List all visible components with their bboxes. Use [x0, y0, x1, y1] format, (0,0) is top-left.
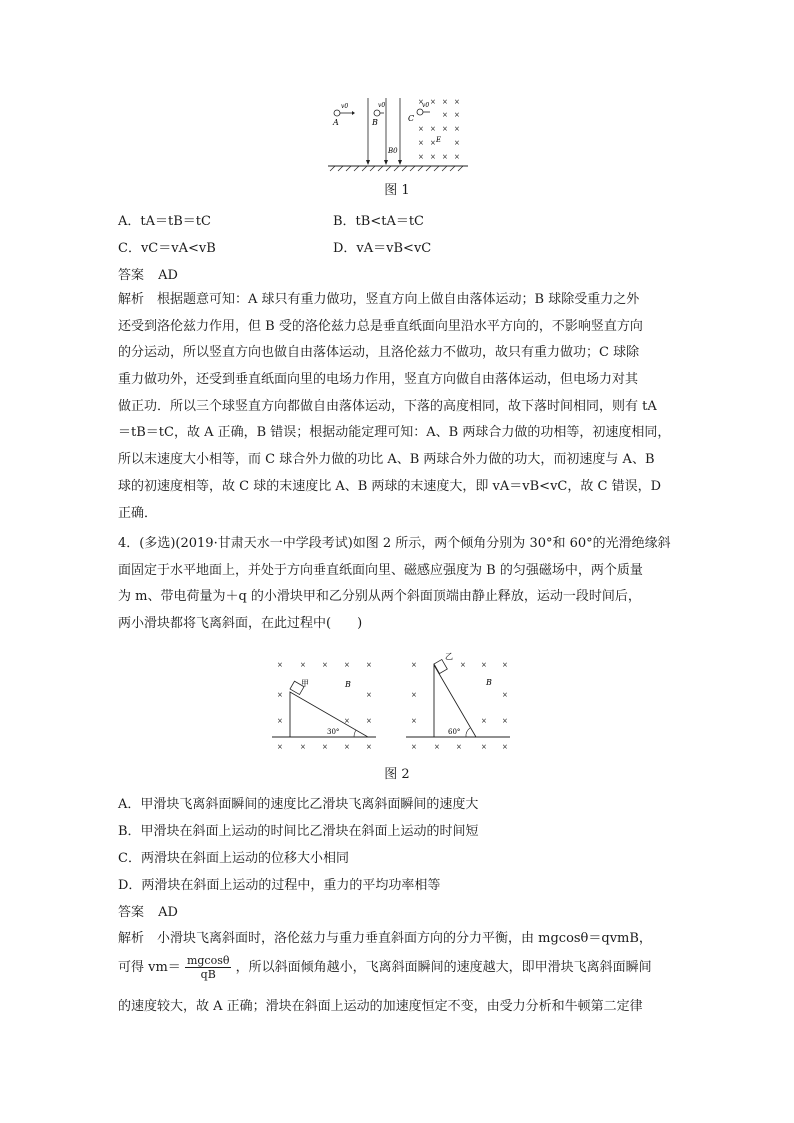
ball-c: [417, 109, 423, 115]
svg-text:×: ×: [277, 743, 283, 751]
q3-analysis-line: 解析 根据题意可知：A 球只有重力做功，竖直方向上做自由落体运动；B 球除受重力之外: [118, 292, 640, 307]
svg-text:×: ×: [411, 717, 417, 725]
svg-text:×: ×: [442, 111, 448, 119]
svg-text:×: ×: [322, 743, 328, 751]
svg-text:×: ×: [481, 717, 487, 725]
label-b: B: [372, 118, 378, 127]
svg-text:×: ×: [366, 743, 372, 751]
svg-text:×: ×: [454, 125, 460, 133]
label-yi: 乙: [445, 652, 453, 661]
figure-2-left: [272, 655, 376, 752]
svg-text:×: ×: [454, 153, 460, 161]
label-e: E: [436, 136, 442, 144]
figure-1: [322, 90, 474, 175]
fraction-numerator: mgcosθ: [186, 954, 230, 967]
q3-analysis-line: 做正功．所以三个球竖直方向都做自由落体运动，下落的高度相同，故下落时间相同，则有 tA: [118, 398, 657, 414]
svg-text:×: ×: [442, 125, 448, 133]
svg-text:×: ×: [366, 717, 372, 725]
ball-a: [334, 110, 340, 116]
svg-text:×: ×: [366, 661, 372, 669]
svg-text:×: ×: [454, 98, 460, 106]
svg-text:×: ×: [430, 125, 436, 133]
svg-text:×: ×: [430, 153, 436, 161]
q4-option-c: C．两滑块在斜面上运动的位移大小相同: [118, 851, 349, 866]
svg-text:×: ×: [344, 717, 350, 725]
figure-1-caption: 图 1: [384, 183, 410, 198]
svg-text:×: ×: [418, 153, 424, 161]
q3-option-b: B．tB<tA＝tC: [333, 214, 425, 229]
svg-text:×: ×: [366, 691, 372, 699]
svg-text:×: ×: [277, 661, 283, 669]
svg-text:×: ×: [502, 691, 508, 699]
svg-text:×: ×: [442, 98, 448, 106]
q3-option-d: D．vA＝vB<vC: [333, 241, 432, 256]
slider-yi: [434, 660, 447, 674]
label-v0-c: v0: [422, 102, 430, 109]
label-v0-a: v0: [341, 103, 349, 110]
label-b0: B0: [388, 147, 398, 155]
q3-analysis: [118, 287, 678, 527]
svg-text:×: ×: [454, 111, 460, 119]
svg-text:×: ×: [300, 743, 306, 751]
q4-option-a: A．甲滑块飞离斜面瞬间的速度比乙滑块飞离斜面瞬间的速度大: [118, 797, 479, 812]
q3-analysis-line: 所以末速度大小相等，而 C 球合外力做的功比 A、B 两球合外力做的功大，而初速度与 A、B: [118, 452, 655, 468]
q4-answer: [118, 901, 178, 920]
q4-option-d: D．两滑块在斜面上运动的过程中，重力的平均功率相等: [118, 878, 441, 893]
label-v0-b: v0: [378, 102, 386, 109]
q4-analysis-line-2-pre: 可得 vm＝: [118, 960, 181, 975]
label-b-right: B: [486, 678, 492, 687]
q4-analysis-line-3: 的速度较大，故 A 正确；滑块在斜面上运动的加速度恒定不变，由受力分析和牛顿第二定律: [118, 999, 643, 1014]
q4-answer-label: 答案: [118, 905, 145, 920]
svg-text:×: ×: [344, 743, 350, 751]
svg-text:×: ×: [418, 98, 424, 106]
q3-analysis-line: 正确．: [118, 505, 158, 521]
svg-text:×: ×: [442, 153, 448, 161]
q3-answer: [118, 264, 178, 283]
ground-hatch: [330, 166, 463, 171]
label-jia: 甲: [301, 679, 309, 688]
q4-answer-value: AD: [158, 905, 178, 920]
q4-option-b: B．甲滑块在斜面上运动的时间比乙滑块在斜面上运动的时间短: [118, 824, 479, 839]
q3-analysis-line: 还受到洛伦兹力作用，但 B 受的洛伦兹力总是垂直纸面向里沿水平方向的，不影响竖直方向: [118, 318, 643, 334]
q3-analysis-line: ＝tB＝tC，故 A 正确，B 错误；根据动能定理可知：A、B 两球合力做的功相等，初速度相同，: [118, 425, 671, 441]
svg-text:×: ×: [502, 661, 508, 669]
q4-analysis-line-2: [118, 954, 678, 981]
ball-b: [374, 110, 380, 116]
figure-2-right: [406, 650, 510, 752]
svg-text:×: ×: [502, 743, 508, 751]
angle-60: 60°: [448, 728, 461, 736]
q3-answer-label: 答案: [118, 268, 145, 283]
figure-2-caption: 图 2: [384, 767, 410, 782]
label-b-left: B: [345, 680, 351, 689]
svg-text:×: ×: [411, 743, 417, 751]
q3-option-a: A．tA＝tB＝tC: [118, 214, 211, 229]
svg-text:×: ×: [277, 691, 283, 699]
svg-text:×: ×: [430, 98, 436, 106]
q4-analysis-line-1: 解析 小滑块飞离斜面时，洛伦兹力与重力垂直斜面方向的分力平衡，由 mgcosθ＝qvmB，: [118, 931, 652, 946]
q4-stem: [118, 531, 678, 638]
q3-analysis-line: 球的初速度相等，故 C 球的末速度比 A、B 两球的末速度大，即 vA＝vB<vC，故 C 错误，D: [118, 478, 661, 494]
q4-stem-line: 两小滑块都将飞离斜面，在此过程中( ): [118, 616, 363, 632]
svg-text:×: ×: [456, 743, 462, 751]
svg-text:×: ×: [481, 743, 487, 751]
svg-text:×: ×: [322, 661, 328, 669]
svg-text:×: ×: [430, 139, 436, 147]
fraction-vm: [185, 954, 232, 981]
svg-text:×: ×: [344, 661, 350, 669]
q4-analysis-line-2-post: ，所以斜面倾角越小，飞离斜面瞬间的速度越大，即甲滑块飞离斜面瞬间: [235, 960, 652, 975]
label-c: C: [408, 114, 415, 123]
q4-stem-line: 4．(多选)(2019·甘肃天水一中学段考试)如图 2 所示，两个倾角分别为 30°和 60°的光滑绝缘斜: [118, 536, 671, 551]
angle-30: 30°: [327, 728, 340, 736]
svg-text:×: ×: [411, 691, 417, 699]
svg-text:×: ×: [434, 743, 440, 751]
label-a: A: [333, 118, 339, 127]
q4-stem-line: 面固定于水平地面上，并处于方向垂直纸面向里、磁感应强度为 B 的匀强磁场中，两个质量: [118, 562, 643, 578]
q3-analysis-line: 重力做功外，还受到垂直纸面向里的电场力作用，竖直方向做自由落体运动，但电场力对其: [118, 372, 639, 388]
svg-text:×: ×: [411, 661, 417, 669]
svg-text:×: ×: [418, 125, 424, 133]
q4-stem-line: 为 m、带电荷量为＋q 的小滑块甲和乙分别从两个斜面顶端由静止释放，运动一段时间后，: [118, 589, 641, 605]
svg-text:×: ×: [300, 661, 306, 669]
svg-text:×: ×: [277, 717, 283, 725]
svg-text:×: ×: [481, 661, 487, 669]
fraction-denominator: qB: [200, 968, 216, 981]
svg-text:×: ×: [418, 139, 424, 147]
svg-text:×: ×: [460, 661, 466, 669]
q3-analysis-line: 的分运动，所以竖直方向也做自由落体运动，且洛伦兹力不做功，故只有重力做功；C 球除: [118, 345, 640, 361]
incline-60: [434, 665, 476, 737]
q3-answer-value: AD: [158, 268, 178, 283]
svg-text:×: ×: [454, 139, 460, 147]
q3-option-c: C．vC＝vA<vB: [118, 241, 216, 256]
svg-text:×: ×: [502, 717, 508, 725]
